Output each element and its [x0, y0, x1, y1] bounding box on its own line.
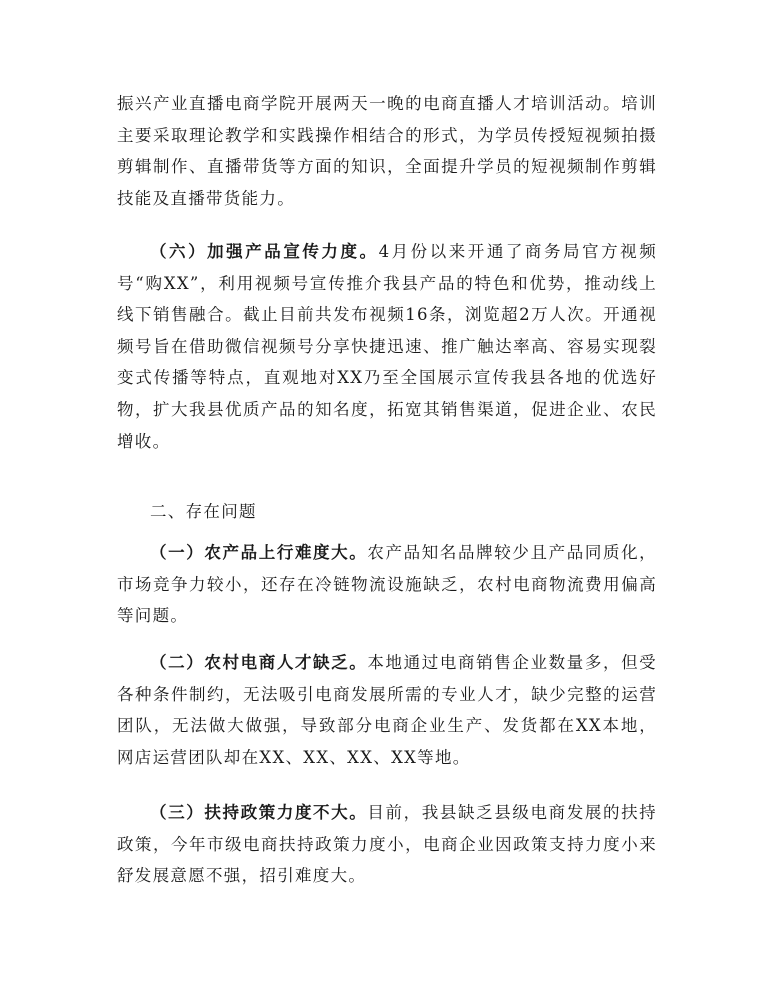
paragraph-text: 4月份以来开通了商务局官方视频号“购XX”，利用视频号宣传推介我县产品的特色和优势，推动线上线下销售融合。截止目前共发布视频16条，浏览超2万人次。开通视频号旨在借助微信视频号分享快捷迅速、推广触达率高、容易实现裂变式传播等特点，直观地对XX乃至全国展示宣传我县各地的优选好物，扩大我县优质产品的知名度，拓宽其销售渠道，促进企业、农民增收。: [117, 242, 658, 451]
paragraph-lead-heading: （二）农村电商人才缺乏。: [150, 653, 368, 672]
paragraph-lead-heading: （三）扶持政策力度不大。: [150, 803, 368, 822]
paragraph-talent-shortage: [117, 647, 657, 773]
paragraph-agri-products: [117, 537, 657, 632]
paragraph-training-continued: [117, 88, 657, 214]
paragraph-text: 振兴产业直播电商学院开展两天一晚的电商直播人才培训活动。培训主要采取理论教学和实践操作相结合的形式，为学员传授短视频拍摄剪辑制作、直播带货等方面的知识，全面提升学员的短视频制作剪辑技能及直播带货能力。: [117, 94, 657, 208]
paragraph-text: 目前，我县缺乏县级电商发展的扶持政策，今年市级电商扶持政策力度小，电商企业因政策支持力度小来舒发展意愿不强，招引难度大。: [117, 803, 657, 886]
section-heading-problems: 二、存在问题: [150, 502, 257, 521]
paragraph-text: 农产品知名品牌较少且产品同质化，市场竞争力较小，还存在冷链物流设施缺乏，农村电商物流费用偏高等问题。: [117, 543, 657, 626]
paragraph-product-promotion: [117, 236, 657, 457]
paragraph-lead-heading: （六）加强产品宣传力度。: [150, 242, 379, 261]
paragraph-lead-heading: （一）农产品上行难度大。: [150, 543, 368, 562]
paragraph-policy-support: [117, 797, 657, 892]
paragraph-text: 本地通过电商销售企业数量多，但受各种条件制约，无法吸引电商发展所需的专业人才，缺少完整的运营团队，无法做大做强，导致部分电商企业生产、发货都在XX本地，网店运营团队却在XX、XX、XX、XX等地。: [117, 653, 657, 767]
